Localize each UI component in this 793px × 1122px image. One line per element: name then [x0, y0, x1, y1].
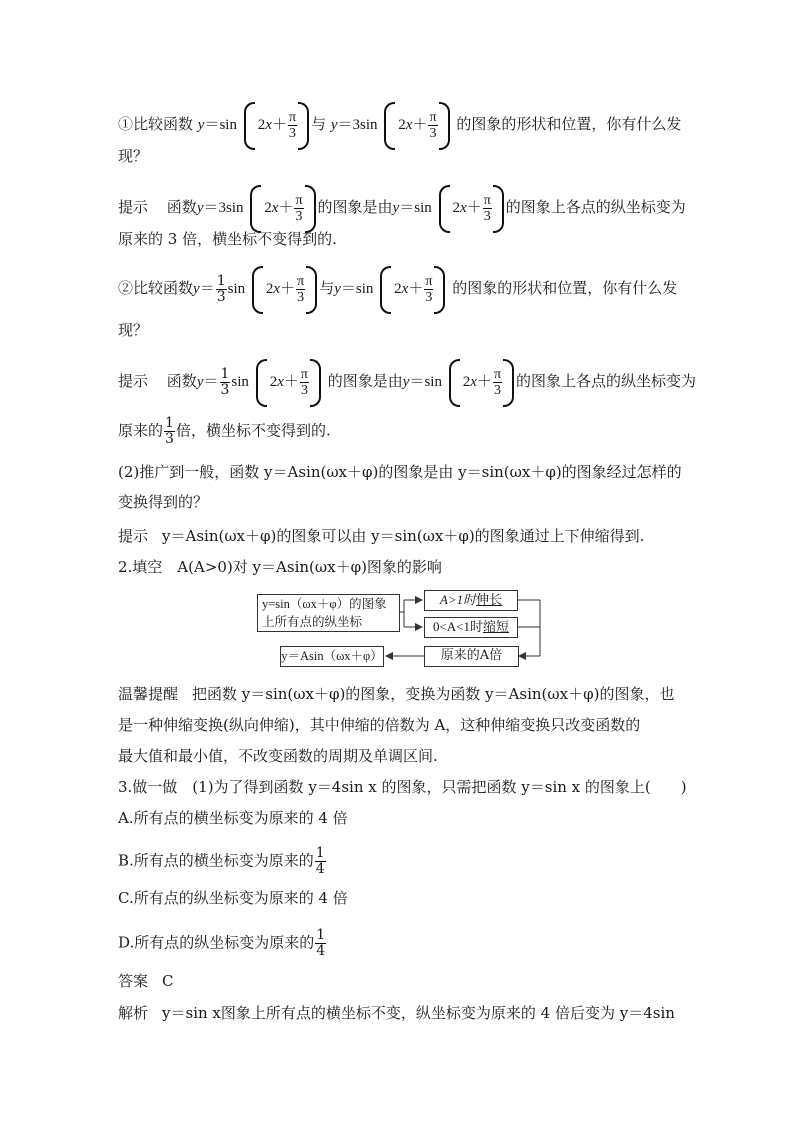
hint-label: 提示	[118, 372, 149, 390]
diagram-case-shrink: 0<A<1时缩短	[424, 617, 518, 638]
text: ①比较函数	[118, 115, 194, 133]
source-line-2: 上所有点的纵坐标	[262, 614, 363, 629]
analysis: 解析 y＝sin x图象上所有点的横坐标不变，纵坐标变为原来的 4 倍后变为 y＝4sin	[118, 1004, 675, 1022]
text: 函数	[166, 198, 197, 216]
text: 的图象上各点的纵坐标变为	[505, 198, 686, 216]
bracket-expression: 2x＋ $\frac{\pi}{3}$	[252, 266, 317, 312]
tip-line-2: 是一种伸缩变换(纵向伸缩)，其中伸缩的倍数为 A，这种伸缩变换只改变函数的	[118, 716, 641, 734]
answer-label: 答案	[118, 972, 149, 990]
hint-3: 提示 y＝Asin(ωx＋φ)的图象可以由 y＝sin(ωx＋φ)的图象通过上下伸缩得到.	[118, 527, 645, 545]
question-general-line-2: 变换得到的？	[118, 493, 209, 511]
hint-2-line-2: 原来的 $\frac{1}{3}$ 倍，横坐标不变得到的.	[118, 415, 331, 447]
hint-label: 提示	[118, 198, 149, 216]
option-d: D.所有点的纵坐标变为原来的 $\frac{1}{4}$	[118, 927, 326, 959]
question-1-line-2: 现？	[118, 147, 149, 165]
diagram-result-box: y＝Asin（ωx＋φ）	[280, 646, 384, 667]
bracket-expression: 2x＋ $\frac{\pi}{3}$	[439, 185, 504, 231]
hint-2-line-1: 提示 函数y＝ $\frac{1}{3}$ sin 2x＋ $\frac{\pi}{3}$ 的图象是由y＝sin 2x＋ $\frac{\pi}{3}$ 的图象上各点的纵坐标变为	[118, 359, 696, 405]
hint-1-line-2: 原来的 3 倍，横坐标不变得到的.	[118, 230, 337, 248]
analysis-label: 解析	[118, 1004, 149, 1022]
exercise-stem: 3.做一做 (1)为了得到函数 y＝4sin x 的图象，只需把函数 y＝sin x 的图象上( )	[118, 778, 687, 796]
bracket-expression: 2x＋ $\frac{\pi}{3}$	[244, 102, 309, 148]
question-2-line-2: 现？	[118, 321, 149, 339]
fraction-one-third: $\frac{1}{3}$	[220, 365, 230, 398]
text: 的图象的形状和位置，你有什么发	[456, 115, 682, 133]
fraction: $\frac{\pi}{3}$	[288, 110, 297, 142]
bracket-expression: 2x＋ $\frac{\pi}{3}$	[250, 185, 315, 231]
text: 的图象的形状和位置，你有什么发	[452, 279, 678, 297]
hint-label: 提示	[118, 527, 149, 545]
text: ＝3sin	[337, 117, 378, 133]
fraction: $\frac{\pi}{3}$	[429, 110, 437, 142]
fraction-one-third: $\frac{1}{3}$	[216, 272, 226, 305]
fill-in-title: 2.填空 A(A>0)对 y＝Asin(ωx＋φ)图象的影响	[118, 558, 442, 576]
question-1-line-1: ①比较函数 y＝sin 2x＋ $\frac{\pi}{3}$ 与 y＝3sin 2x＋ $\frac{\pi}{3}$ 的图象的形状和位置，你有什么发	[118, 102, 681, 148]
question-2-line-1: ②比较函数y＝ $\frac{1}{3}$ sin 2x＋ $\frac{\pi}{3}$ 与y＝sin 2x＋ $\frac{\pi}{3}$ 的图象的形状和位置，你有什么发	[118, 266, 677, 312]
diagram-case-stretch: A>1时伸长	[424, 590, 518, 611]
tip-label: 温馨提醒	[118, 685, 179, 703]
diagram-source-box	[257, 594, 400, 632]
diagram-factor-box: 原来的A倍	[424, 646, 519, 667]
answer-value: C	[162, 972, 174, 990]
fraction-one-fourth: $\frac{1}{4}$	[315, 845, 325, 877]
fraction-one-fourth: $\frac{1}{4}$	[316, 927, 326, 959]
tip-line-3: 最大值和最小值，不改变函数的周期及单调区间.	[118, 747, 438, 765]
fraction-one-third: $\frac{1}{3}$	[165, 415, 174, 447]
text: 的图象是由	[317, 198, 393, 216]
option-a: A.所有点的横坐标变为原来的 4 倍	[118, 809, 348, 827]
answer	[118, 971, 174, 991]
source-line-1: y=sin（ωx＋φ）的图象	[262, 597, 387, 611]
question-general-line-1: (2)推广到一般，函数 y＝Asin(ωx＋φ)的图象是由 y＝sin(ωx＋φ)的图象经过怎样的	[118, 463, 682, 481]
tip-line-1: 温馨提醒 把函数 y＝sin(ωx＋φ)的图象，变换为函数 y＝Asin(ωx＋φ)的图象，也	[118, 685, 675, 703]
option-b: B.所有点的横坐标变为原来的 $\frac{1}{4}$	[118, 845, 325, 877]
hint-1-line-1: 提示 函数y＝3sin 2x＋ $\frac{\pi}{3}$ 的图象是由y＝sin 2x＋ $\frac{\pi}{3}$ 的图象上各点的纵坐标变为	[118, 185, 686, 231]
var-y: y	[197, 117, 205, 133]
option-c: C.所有点的纵坐标变为原来的 4 倍	[118, 889, 348, 907]
bracket-expression: 2x＋ $\frac{\pi}{3}$	[380, 266, 445, 312]
bracket-expression: 2x＋ $\frac{\pi}{3}$	[384, 102, 449, 148]
text: ＝sin	[204, 117, 237, 133]
text: ②比较函数	[118, 279, 194, 297]
bracket-expression: 2x＋ $\frac{\pi}{3}$	[449, 359, 514, 405]
bracket-expression: 2x＋ $\frac{\pi}{3}$	[256, 359, 321, 405]
text: 与	[311, 115, 327, 133]
